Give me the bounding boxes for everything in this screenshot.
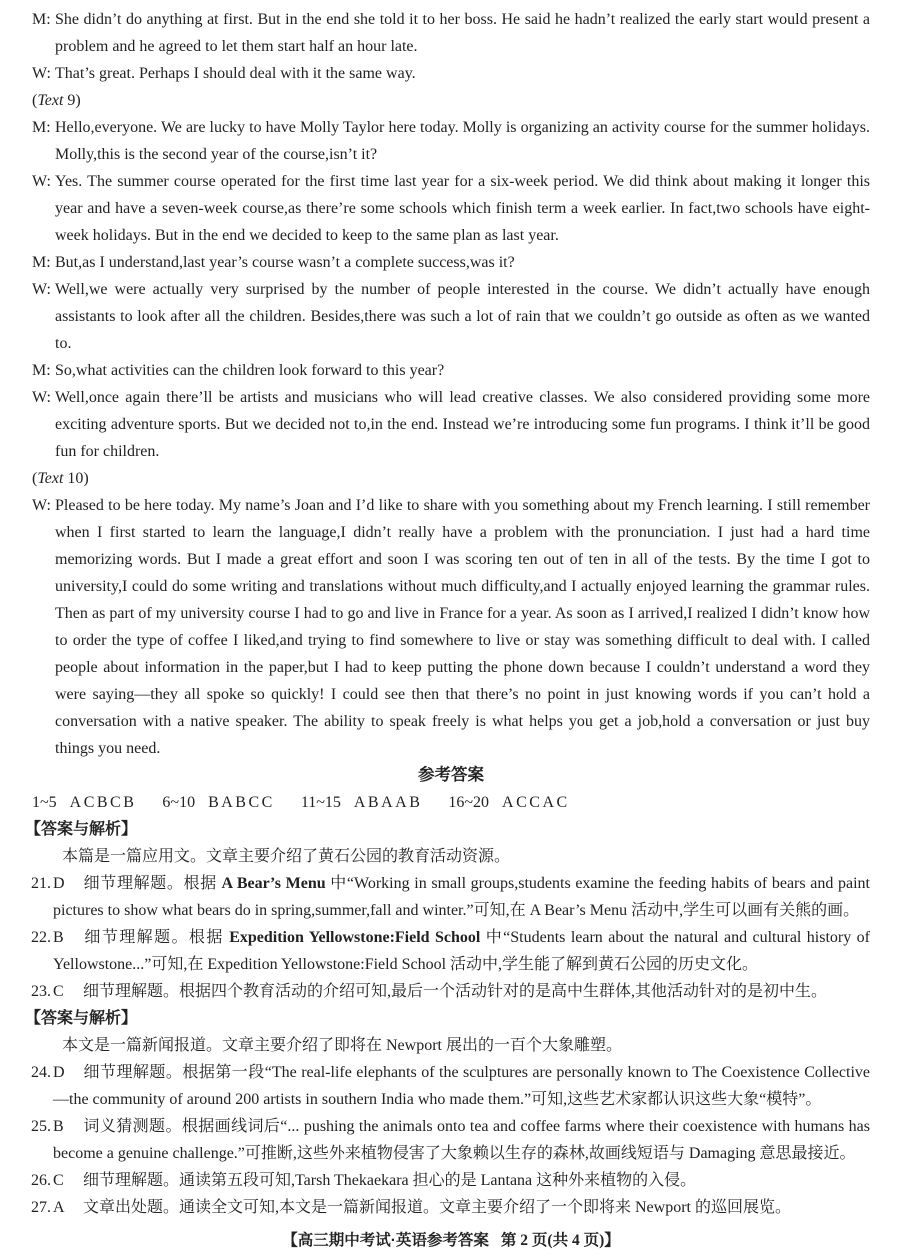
explanation-text: 文章出处题。通读全文可知,本文是一篇新闻报道。文章主要介绍了一个即将来 Newport 的巡回展览。 [83,1199,791,1216]
explanation-text: 词义猜测题。根据画线词后“... pushing the animals onto tea and coffee farms where their coexistence with humans has become a genuine challenge.”可推断,这些外来植物侵害了大象赖以生存的森林,故画线短语与 Damaging 意思最接近。 [53,1118,870,1162]
bold-phrase: Expedition Yellowstone:Field School [229,929,481,946]
answer-key-pair [448,794,569,811]
bold-phrase: A Bear’s Menu [221,875,326,892]
answer-key-pair [162,794,274,811]
dialogue-line [32,492,870,762]
item-answer-letter: B [53,929,64,946]
dialogue-line [32,276,870,357]
answer-letters: ACCAC [502,794,570,811]
explanation-text: 中“Students learn about the natural and cultural history of Yellowstone...”可知,在 Expedition Yellowstone:Field School 活动中,学生能了解到黄石公园的历史文化。 [53,929,870,973]
speaker-label: M: [32,362,51,379]
item-answer-letter: C [53,1172,64,1189]
item-number: 24. [31,1064,51,1081]
dialogue-line [32,114,870,168]
dialogue-text: Well,once again there’ll be artists and musicians who will lead creative classes. We also considered providing some more exciting adventure sports. But we decided not to,in the end. Instead we’re introducing some fun programs. I think it’ll be good fun for children. [55,389,870,460]
analysis-item [31,1059,870,1113]
item-answer-letter: D [53,875,65,892]
analysis-section-header: 【答案与解析】 [25,821,138,838]
explanation-text: 细节理解题。根据四个教育活动的介绍可知,最后一个活动针对的是高中生群体,其他活动针对的是初中生。 [83,983,828,1000]
answer-letters: ACBCB [69,794,137,811]
explanation-text: 细节理解题。根据第一段“The real-life elephants of the sculptures are personally known to The Coexistence Collective—the community of around 200 artists in southern India who made them.”可知,这些艺术家都认识这些大象“模特”。 [53,1064,870,1108]
speaker-label: M: [32,254,51,271]
speaker-label: W: [32,173,51,190]
dialogue-line [32,6,870,60]
speaker-label: W: [32,497,51,514]
dialogue-line [32,249,870,276]
answer-key-row [32,789,870,816]
dialogue-line [32,384,870,465]
dialogue-line [32,357,870,384]
page-footer [32,1227,870,1254]
speaker-label: W: [32,281,51,298]
answer-letters: ABAAB [353,794,423,811]
analysis-section-header: 【答案与解析】 [25,1010,138,1027]
speaker-label: M: [32,119,51,136]
dialogue-text: Yes. The summer course operated for the first time last year for a six-week period. We did think about making it longer this year and have a seven-week course,as there’re some schools which finish term a week earlier. In fact,two schools have eight-week holidays. But in the end we decided to keep to the same plan as last year. [55,173,870,244]
analysis-item [31,978,870,1005]
dialogue-text: Hello,everyone. We are lucky to have Molly Taylor here today. Molly is organizing an activity course for the summer holidays. Molly,this is the second year of the course,isn’t it? [55,119,870,163]
listening-transcript [32,6,870,762]
item-number: 21. [31,875,51,892]
text-marker: (Text 10) [32,470,89,487]
item-number: 26. [31,1172,51,1189]
answer-range: 6~10 [162,794,196,811]
item-number: 23. [31,983,51,1000]
analysis-intro: 本篇是一篇应用文。文章主要介绍了黄石公园的教育活动资源。 [62,848,511,865]
item-number: 22. [31,929,51,946]
speaker-label: W: [32,389,51,406]
footer-page-number: 第 2 页(共 4 页)】 [500,1232,620,1249]
item-number: 25. [31,1118,51,1135]
analysis-item [31,870,871,924]
item-answer-letter: A [53,1199,65,1216]
item-answer-letter: D [53,1064,65,1081]
answer-letters: BABCC [208,794,275,811]
text-marker-word: Text [37,470,64,487]
dialogue-text: Well,we were actually very surprised by the number of people interested in the course. We didn’t actually have enough assistants to look after all the children. Besides,there was such a lot of rain that we couldn’t go outside as often as we wanted to. [55,281,870,352]
item-explanation [83,983,827,1000]
dialogue-text: That’s great. Perhaps I should deal with it the same way. [55,65,416,82]
text-marker-word: Text [37,92,64,109]
analysis-item [31,1167,870,1194]
explanation-text: 细节理解题。通读第五段可知,Tarsh Thekaekara 担心的是 Lantana 这种外来植物的入侵。 [83,1172,697,1189]
explanation-text: 细节理解题。根据 [83,929,230,946]
item-explanation [83,1199,791,1216]
analysis-item [31,924,870,978]
answer-range: 16~20 [448,794,490,811]
answer-key-pair [301,794,423,811]
explanation-text: 细节理解题。根据 [83,875,222,892]
speaker-label: M: [32,11,51,28]
dialogue-text: She didn’t do anything at first. But in the end she told it to her boss. He said he hadn’t realized the early start would present a problem and he agreed to let them start half an hour late. [55,11,870,55]
dialogue-line [32,168,870,249]
analysis-intro: 本文是一篇新闻报道。文章主要介绍了即将在 Newport 展出的一百个大象雕塑。 [62,1037,622,1054]
analysis-sections [25,816,871,1221]
item-answer-letter: B [53,1118,64,1135]
answer-range: 1~5 [32,794,57,811]
analysis-item [31,1194,870,1221]
item-explanation [53,875,870,919]
answer-key-pair [32,794,136,811]
item-explanation [53,1064,870,1108]
item-answer-letter: C [53,983,64,1000]
text-marker: (Text 9) [32,92,81,109]
analysis-item [31,1113,870,1167]
dialogue-line [32,60,870,87]
footer-exam-title: 【高三期中考试·英语参考答案 [282,1232,489,1249]
answer-range: 11~15 [300,794,341,811]
dialogue-text: So,what activities can the children look forward to this year? [55,362,445,379]
answers-heading: 参考答案 [418,766,484,784]
explanation-text: 中“Working in small groups,students examine the feeding habits of bears and paint pictures to show what bears do in spring,summer,fall and winter.”可知,在 A Bear’s Menu 活动中,学生可以画有关熊的画。 [53,875,871,919]
dialogue-text: But,as I understand,last year’s course wasn’t a complete success,was it? [55,254,515,271]
item-explanation [53,1118,870,1162]
item-number: 27. [31,1199,51,1216]
item-explanation [83,1172,696,1189]
dialogue-text: Pleased to be here today. My name’s Joan and I’d like to share with you something about my French learning. I still remember when I first started to learn the language,I didn’t really have a problem with the pronunciation. I just had a hard time memorizing words. But I made a great effort and soon I was scoring ten out of ten in all of the tests. By the time I got to university,I could do some writing and translations without much difficulty,and I actually enjoyed learning the grammar rules. Then as part of my university course I had to go and live in France for a year. As soon as I arrived,I realized I didn’t know how to order the type of coffee I liked,and trying to find somewhere to live or stay was something difficult to deal with. I called people about information in the paper,but I had to keep putting the phone down because I couldn’t understand a word they were saying—they all spoke so quickly! I could see then that there’s no point in just knowing words if you can’t hold a conversation with a native speaker. The ability to speak freely is what helps you get a job,hold a conversation or just buy things you need. [55,497,870,757]
speaker-label: W: [32,65,51,82]
item-explanation [53,929,870,973]
